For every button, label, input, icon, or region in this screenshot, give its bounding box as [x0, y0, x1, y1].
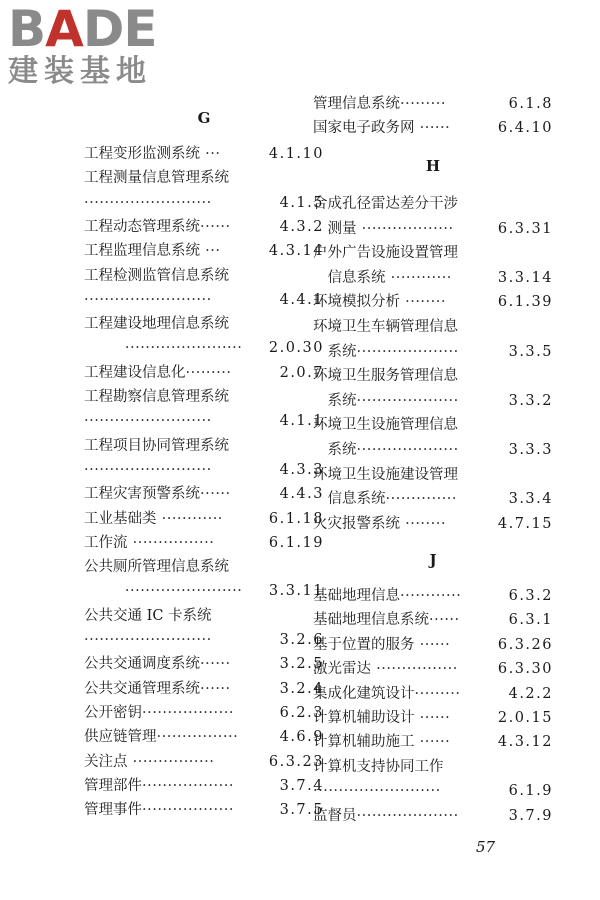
dot-leader: ······················· [84, 583, 243, 600]
index-term: 工程勘察信息管理系统 [84, 389, 229, 405]
dot-leader: ········· [414, 685, 461, 702]
index-term: 基于位置的服务 [313, 636, 415, 653]
index-term: 信息系统 [313, 269, 386, 286]
index-entry-line [313, 487, 553, 511]
index-term: 公开密钥 [84, 704, 142, 721]
dot-leader: ······ [200, 218, 231, 235]
index-term: 关注点 [84, 753, 128, 770]
dot-leader: ······ [200, 486, 231, 503]
dot-leader: ·············· [385, 491, 458, 508]
clause-number: 4.3.14 [268, 243, 324, 260]
index-entry-line [313, 192, 553, 216]
index-entry-line [313, 315, 553, 339]
clause-number: 3.7.5 [279, 802, 324, 819]
index-entry-line [313, 340, 553, 364]
index-term: 合成孔径雷达差分干涉 [313, 196, 458, 212]
index-term: 工程建设信息化 [84, 364, 186, 381]
clause-number: 3.2.6 [279, 632, 324, 648]
index-entry-line [84, 507, 324, 531]
index-term: 工程动态管理系统 [84, 218, 200, 235]
index-entry-line [313, 682, 553, 706]
index-term: 国家电子政务网 [313, 120, 415, 137]
index-entry-line [84, 482, 324, 506]
index-term: 管理事件 [84, 802, 142, 819]
index-entry-line [313, 608, 553, 632]
clause-number: 4.6.9 [279, 729, 324, 746]
index-entry-line [84, 385, 324, 409]
clause-number: 3.3.3 [508, 442, 553, 458]
index-entry-line [84, 434, 324, 458]
index-entry-line [84, 288, 324, 312]
page-number: 57 [476, 838, 496, 856]
index-term: 工程建设地理信息系统 [84, 316, 229, 333]
index-entry-line [84, 555, 324, 579]
index-entry-line [313, 584, 553, 608]
index-term: 系统 [313, 343, 357, 360]
clause-number: 3.3.11 [268, 583, 324, 600]
index-entry-line [313, 779, 553, 803]
index-term: 集成化建筑设计 [313, 685, 415, 702]
index-term: 户外广告设施设置管理 [313, 245, 458, 262]
index-term: 工程检测监管信息系统 [84, 267, 229, 284]
index-term: 管理部件 [84, 777, 142, 794]
clause-number: 4.1.1 [279, 413, 324, 430]
dot-leader: ························· [84, 413, 212, 430]
clause-number: 6.3.26 [497, 636, 553, 653]
index-entry-line [313, 413, 553, 437]
index-term: 工程监理信息系统 [84, 243, 200, 260]
dot-leader: ·················· [142, 704, 234, 721]
index-term: 工业基础类 [84, 510, 157, 527]
index-entry-line [313, 463, 553, 487]
dot-leader: ················ [127, 753, 215, 770]
publisher-logo [8, 0, 178, 90]
dot-leader: ···················· [356, 807, 459, 824]
index-term: 系统 [313, 442, 357, 458]
dot-leader: ······ [200, 680, 231, 697]
index-entry-line [313, 633, 553, 657]
logo-subtitle: 建装基地 [8, 54, 152, 89]
index-entry-line [84, 798, 324, 822]
clause-number: 4.1.10 [268, 146, 324, 162]
section-letter-heading: J [429, 551, 437, 569]
index-entry-line [313, 92, 553, 116]
index-term: 火灾报警系统 [313, 515, 400, 532]
index-entry-line [84, 774, 324, 798]
index-term: 公共交通调度系统 [84, 656, 200, 673]
index-entry-line [84, 604, 324, 628]
clause-number: 6.3.30 [497, 661, 553, 678]
dot-leader: ···················· [356, 343, 459, 360]
index-term: 工程测量信息管理系统 [84, 170, 229, 187]
index-term: 公共厕所管理信息系统 [84, 559, 229, 576]
clause-number: 6.1.8 [508, 96, 553, 112]
index-term: 环境模拟分析 [313, 294, 400, 311]
index-entry-line [84, 579, 324, 603]
clause-number: 4.1.5 [279, 194, 324, 211]
index-term: 管理信息系统 [313, 96, 400, 112]
index-entry-line [84, 628, 324, 652]
index-term: 公共交通管理系统 [84, 680, 200, 697]
index-entry-line [84, 677, 324, 701]
index-entry-line [313, 438, 553, 462]
clause-number: 3.2.5 [279, 656, 324, 673]
section-letter-heading: H [425, 157, 441, 175]
dot-leader: ·················· [142, 777, 234, 794]
clause-number: 2.0.30 [268, 340, 324, 357]
index-entry-line [313, 241, 553, 265]
index-entry-line [84, 166, 324, 190]
clause-number: 6.1.9 [508, 783, 553, 800]
clause-number: 6.1.18 [268, 510, 324, 527]
dot-leader: ············ [400, 588, 462, 604]
index-entry-line [84, 652, 324, 676]
clause-number: 3.3.14 [497, 269, 553, 286]
dot-leader: ········ [400, 294, 446, 311]
index-entry-line [313, 804, 553, 828]
index-entry-line [84, 458, 324, 482]
index-entry-line [313, 266, 553, 290]
index-term: 工程项目协同管理系统 [84, 437, 229, 454]
dot-leader: ························· [313, 783, 441, 800]
clause-number: 6.3.23 [268, 753, 324, 770]
index-term: 环境卫生设施建设管理 [313, 466, 458, 483]
index-entry-line [313, 116, 553, 140]
clause-number: 6.3.2 [508, 588, 553, 604]
index-entry-line [313, 730, 553, 754]
dot-leader: ················ [156, 729, 239, 746]
logo-wordmark [8, 0, 178, 58]
index-entry-line [84, 336, 324, 360]
index-entry-line [84, 142, 324, 166]
index-entry-line [84, 409, 324, 433]
clause-number: 4.3.2 [279, 218, 324, 235]
index-entry-line [84, 215, 324, 239]
index-term: 测量 [313, 220, 357, 237]
index-term: 公共交通 IC 卡系统 [84, 607, 212, 624]
index-entry-line [84, 361, 324, 385]
index-term: 工作流 [84, 534, 128, 551]
dot-leader: ·················· [356, 220, 454, 237]
index-entry-line [313, 290, 553, 314]
clause-number: 3.3.2 [508, 392, 553, 409]
logo-letters-de: DE [82, 0, 157, 58]
dot-leader: ········ [400, 515, 446, 532]
dot-leader: ·················· [142, 802, 234, 819]
index-entry-line [84, 750, 324, 774]
dot-leader: ························· [84, 291, 212, 308]
index-term: 工程变形监测系统 [84, 146, 200, 162]
index-term: 计算机支持协同工作 [313, 758, 444, 775]
clause-number: 6.2.3 [279, 704, 324, 721]
clause-number: 6.1.39 [497, 294, 553, 311]
dot-leader: ··· [200, 243, 226, 260]
index-term: 环境卫生车辆管理信息 [313, 319, 458, 335]
dot-leader: ························· [84, 632, 212, 648]
index-entry-line [313, 217, 553, 241]
logo-letter-a: A [45, 0, 83, 58]
clause-number: 6.4.10 [497, 120, 553, 137]
index-term: 工程灾害预警系统 [84, 486, 200, 503]
index-entry-line [84, 239, 324, 263]
clause-number: 4.3.12 [497, 734, 553, 751]
clause-number: 4.2.2 [508, 685, 553, 702]
dot-leader: ········· [400, 96, 446, 112]
index-entry-line [313, 657, 553, 681]
clause-number: 2.0.15 [497, 710, 553, 726]
index-term: 激光雷达 [313, 661, 371, 678]
section-letter-heading: G [197, 109, 211, 127]
index-term: 供应链管理 [84, 729, 157, 746]
dot-leader: ················ [371, 661, 458, 678]
clause-number: 3.7.9 [508, 807, 553, 824]
index-entry-line [313, 755, 553, 779]
dot-leader: ······ [429, 612, 460, 629]
clause-number: 6.1.19 [268, 534, 324, 551]
index-entry-line [84, 701, 324, 725]
index-entry-line [84, 264, 324, 288]
index-entry-line [313, 706, 553, 730]
dot-leader: ··· [200, 146, 226, 162]
index-entry-line [313, 512, 553, 536]
dot-leader: ············ [156, 510, 223, 527]
dot-leader: ········· [185, 364, 232, 381]
clause-number: 3.7.4 [279, 777, 324, 794]
clause-number: 4.3.3 [279, 461, 324, 478]
dot-leader: ······ [414, 734, 451, 751]
index-term: 计算机辅助设计 [313, 710, 415, 726]
index-term: 基础地理信息系统 [313, 612, 429, 629]
logo-letter-b: B [8, 0, 46, 58]
dot-leader: ······ [414, 120, 451, 137]
index-entry-line [313, 389, 553, 413]
clause-number: 6.3.1 [508, 612, 553, 629]
index-entry-line [313, 364, 553, 388]
index-term: 基础地理信息 [313, 588, 400, 604]
index-term: 计算机辅助施工 [313, 734, 415, 751]
index-term: 环境卫生设施管理信息 [313, 417, 458, 434]
clause-number: 3.3.5 [508, 343, 553, 360]
index-term: 监督员 [313, 807, 357, 824]
dot-leader: ······················· [84, 340, 243, 357]
clause-number: 4.4.1 [279, 291, 324, 308]
index-entry-line [84, 191, 324, 215]
dot-leader: ············ [385, 269, 452, 286]
clause-number: 3.2.4 [279, 680, 324, 697]
dot-leader: ······ [414, 636, 451, 653]
clause-number: 3.3.4 [508, 491, 553, 508]
clause-number: 4.7.15 [497, 515, 553, 532]
dot-leader: ························· [84, 194, 212, 211]
clause-number: 2.0.7 [279, 364, 324, 381]
clause-number: 4.4.3 [279, 486, 324, 503]
index-entry-line [84, 312, 324, 336]
index-term: 环境卫生服务管理信息 [313, 368, 458, 385]
index-term: 系统 [313, 392, 357, 409]
dot-leader: ························· [84, 461, 212, 478]
dot-leader: ················ [127, 534, 215, 551]
dot-leader: ······ [414, 710, 451, 726]
clause-number: 6.3.31 [497, 220, 553, 237]
dot-leader: ······ [200, 656, 231, 673]
dot-leader: ···················· [356, 392, 459, 409]
index-entry-line [84, 725, 324, 749]
index-term: 信息系统 [313, 491, 386, 508]
dot-leader: ···················· [356, 442, 459, 458]
index-entry-line [84, 531, 324, 555]
